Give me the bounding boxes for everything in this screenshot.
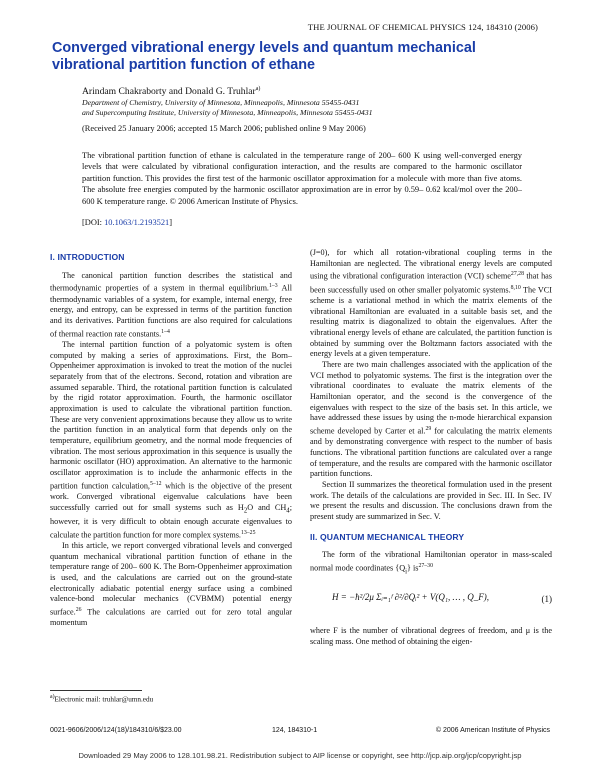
intro-paragraph-3 [50,541,292,629]
text: O and CH [247,502,287,512]
right-column [310,248,552,647]
author-footnote-mark: a) [255,86,261,92]
citation: 29 [425,425,432,432]
text: ; however, it is very difficult to obtain enough accurate eigenvalues to calculate the partition function for more complex systems. [50,502,292,540]
authors [82,86,260,97]
citation: 13–25 [240,529,256,536]
equation-body: H = −ħ²/2μ Σᵢ₌₁ᶠ ∂²/∂Qᵢ² + V(Q₁, … , Q_F), [332,591,489,602]
doi-line [82,218,172,227]
text: (J=0), for which all rotation-vibrational coupling terms in the Hamiltonian are neglected. The vibrational energy levels are computed using the vibrational configuration interaction (VCI) scheme [310,248,552,282]
text: All thermodynamic variables of a system, for example, internal energy, free energy, and entropy, can be expressed in terms of the partition function and its derivatives. Partition functions are also required for calculations of thermal reaction rate constants. [50,284,292,339]
running-head: THE JOURNAL OF CHEMICAL PHYSICS 124, 184310 (2006) [307,22,538,32]
intro-paragraph-1 [50,271,292,340]
text: that has been successfully used on other smaller polyatomic systems. [310,272,552,295]
subscript: i [405,568,408,576]
equation-number: (1) [541,593,552,604]
text: The internal partition function of a polyatomic system is often computed by making a series of approximations. First, the Born–Oppenheimer approximation is invoked to treat the motion of the nuclei separately from that of the electrons. Second, rotation and vibration are assumed separable. Third, the rotational partition function is calculated by the rigid rotator approximation. Fourth, the harmonic oscillator approximation is used to calculate the vibrational partition function. These are very convenient approximations because they allow us to write the partition function in an analytical form that depends only on the temperature, equilibrium geometry, and the normal mode frequencies of vibration. The most serious approximation in this sequence is usually the harmonic oscillator (HO) approximation. An alternative to the harmonic oscillator approximation is to include the anharmonic effects in the partition function calculation, [50,340,292,491]
citation: 27–30 [418,562,433,569]
subscript: 4 [286,507,290,515]
text: which is the objective of the present work. Converged vibrational eigenvalue calculations have been successfully carried out for small systems such as H [50,481,292,512]
footnote-mark: a) [50,694,55,700]
article-title: Converged vibrational energy levels and quantum mechanical vibrational partition function of ethane [52,40,476,73]
abstract: The vibrational partition function of ethane is calculated in the temperature range of 200– 600 K using well-converged energy levels that were calculated by vibrational configuration interaction, and the results are compared to the harmonic oscillator partition function. This provides the first test of the harmonic oscillator approximation for a molecule with more than five atoms. The absolute free energies computed by the harmonic oscillator approximation are in error by 0.59– 0.62 kcal/mol over the 200– 600 K temperature range. © 2006 American Institute of Physics. [82,151,522,206]
footer-page-number: 124, 184310-1 [272,727,318,734]
citation: 5–12 [149,480,162,487]
citation: 1–3 [268,283,278,290]
doi-suffix: ] [169,218,173,227]
theory-paragraph-2: where F is the number of vibrational degrees of freedom, and μ is the scaling mass. One method of obtaining the eigen- [310,625,552,646]
equation-1 [310,582,552,622]
doi-link[interactable]: 10.1063/1.2193521 [104,218,170,227]
text: The form of the vibrational Hamiltonian operator in mass-scaled normal mode coordinates {Q [310,550,552,573]
footnote [50,694,153,703]
citation: 26 [75,606,82,613]
doi-prefix: [DOI: [82,218,105,227]
author-names: Arindam Chakraborty and Donald G. Truhlar [82,86,256,98]
affiliation [82,98,373,118]
text: The canonical partition function describes the statistical and thermodynamic properties of a system in thermal equilibrium. [50,270,292,294]
text: for calculating the matrix elements and by demonstrating convergence with respect to the number of basis functions. The vibrational partition functions are calculated over a range of temperature, and the results are compared with the harmonic oscillator partition functions. [310,426,552,479]
citation: 8,10 [510,284,521,291]
affiliation-line-1: Department of Chemistry, University of Minnesota, Minneapolis, Minnesota 55455-0431 [82,98,360,107]
intro-paragraph-5 [310,360,552,480]
footer-copyright: © 2006 American Institute of Physics [435,727,550,734]
subscript: 2 [243,507,248,515]
footnote-text: Electronic mail: truhlar@umn.edu [54,695,154,704]
text: There are two main challenges associated with the application of the VCI method to polyatomic systems. The first is the integration over the vibrational coordinates to evaluate the matrix elements of the Hamiltonian operator, and the second is the convergence of the eigenvalues with respect to the size of the basis set. In this article, we have addressed these issues by using the n-mode hierarchical expansion scheme developed by Carter et al. [310,360,552,436]
citation: 1–4 [161,328,170,335]
section-heading-introduction: I. INTRODUCTION [50,252,125,262]
text: } is [407,563,419,573]
affiliation-line-2: and Supercomputing Institute, University of Minnesota, Minneapolis, Minnesota 55455-0431 [82,108,373,117]
section-heading-theory: II. QUANTUM MECHANICAL THEORY [310,531,465,542]
download-notice: Downloaded 29 May 2006 to 128.101.98.21. Redistribution subject to AIP license or copyright, see http://jcp.aip.org/jcp/copyright.jsp [78,751,522,760]
citation: 27,28 [510,271,524,278]
theory-paragraph-1 [310,550,552,578]
received-dates: (Received 25 January 2006; accepted 15 March 2006; published online 9 May 2006) [82,124,366,133]
intro-paragraph-2 [50,340,292,541]
text: The VCI scheme is a variational method in which the matrix elements of the vibrational Hamiltonian are evaluated in a suitable basis set, and the resulting matrix is diagonalized to obtain the eigenvalues. After the vibrational energy levels of ethane are calculated, the partition function is obtained by summing over the Boltzmann factors associated with the energy levels at a given temperature. [310,285,552,359]
text: The calculations are carried out for zero total angular momentum [50,607,292,628]
intro-paragraph-4 [310,248,552,360]
footnote-divider [50,690,142,691]
left-column [50,252,292,629]
intro-paragraph-6 [310,480,552,523]
footer-left: 0021-9606/2006/124(18)/184310/6/$23.00 [50,727,182,734]
text: In this article, we report converged vibrational levels and converged quantum mechanical vibrational partition function of ethane in the temperature range of 200– 600 K. The Born-Oppenheimer approximation is used, and the calculations are carried out on the ground-state electronically adiabatic potential energy surface using a combined valence-bond molecular mechanics (CVBMM) potential energy surface. [50,540,292,617]
text: Section II summarizes the theoretical formulation used in the present work. The details of the calculations are provided in Sec. III. In Sec. IV we present the results and discussion. The conclusions drawn from the present study are summarized in Sec. V. [310,479,552,521]
